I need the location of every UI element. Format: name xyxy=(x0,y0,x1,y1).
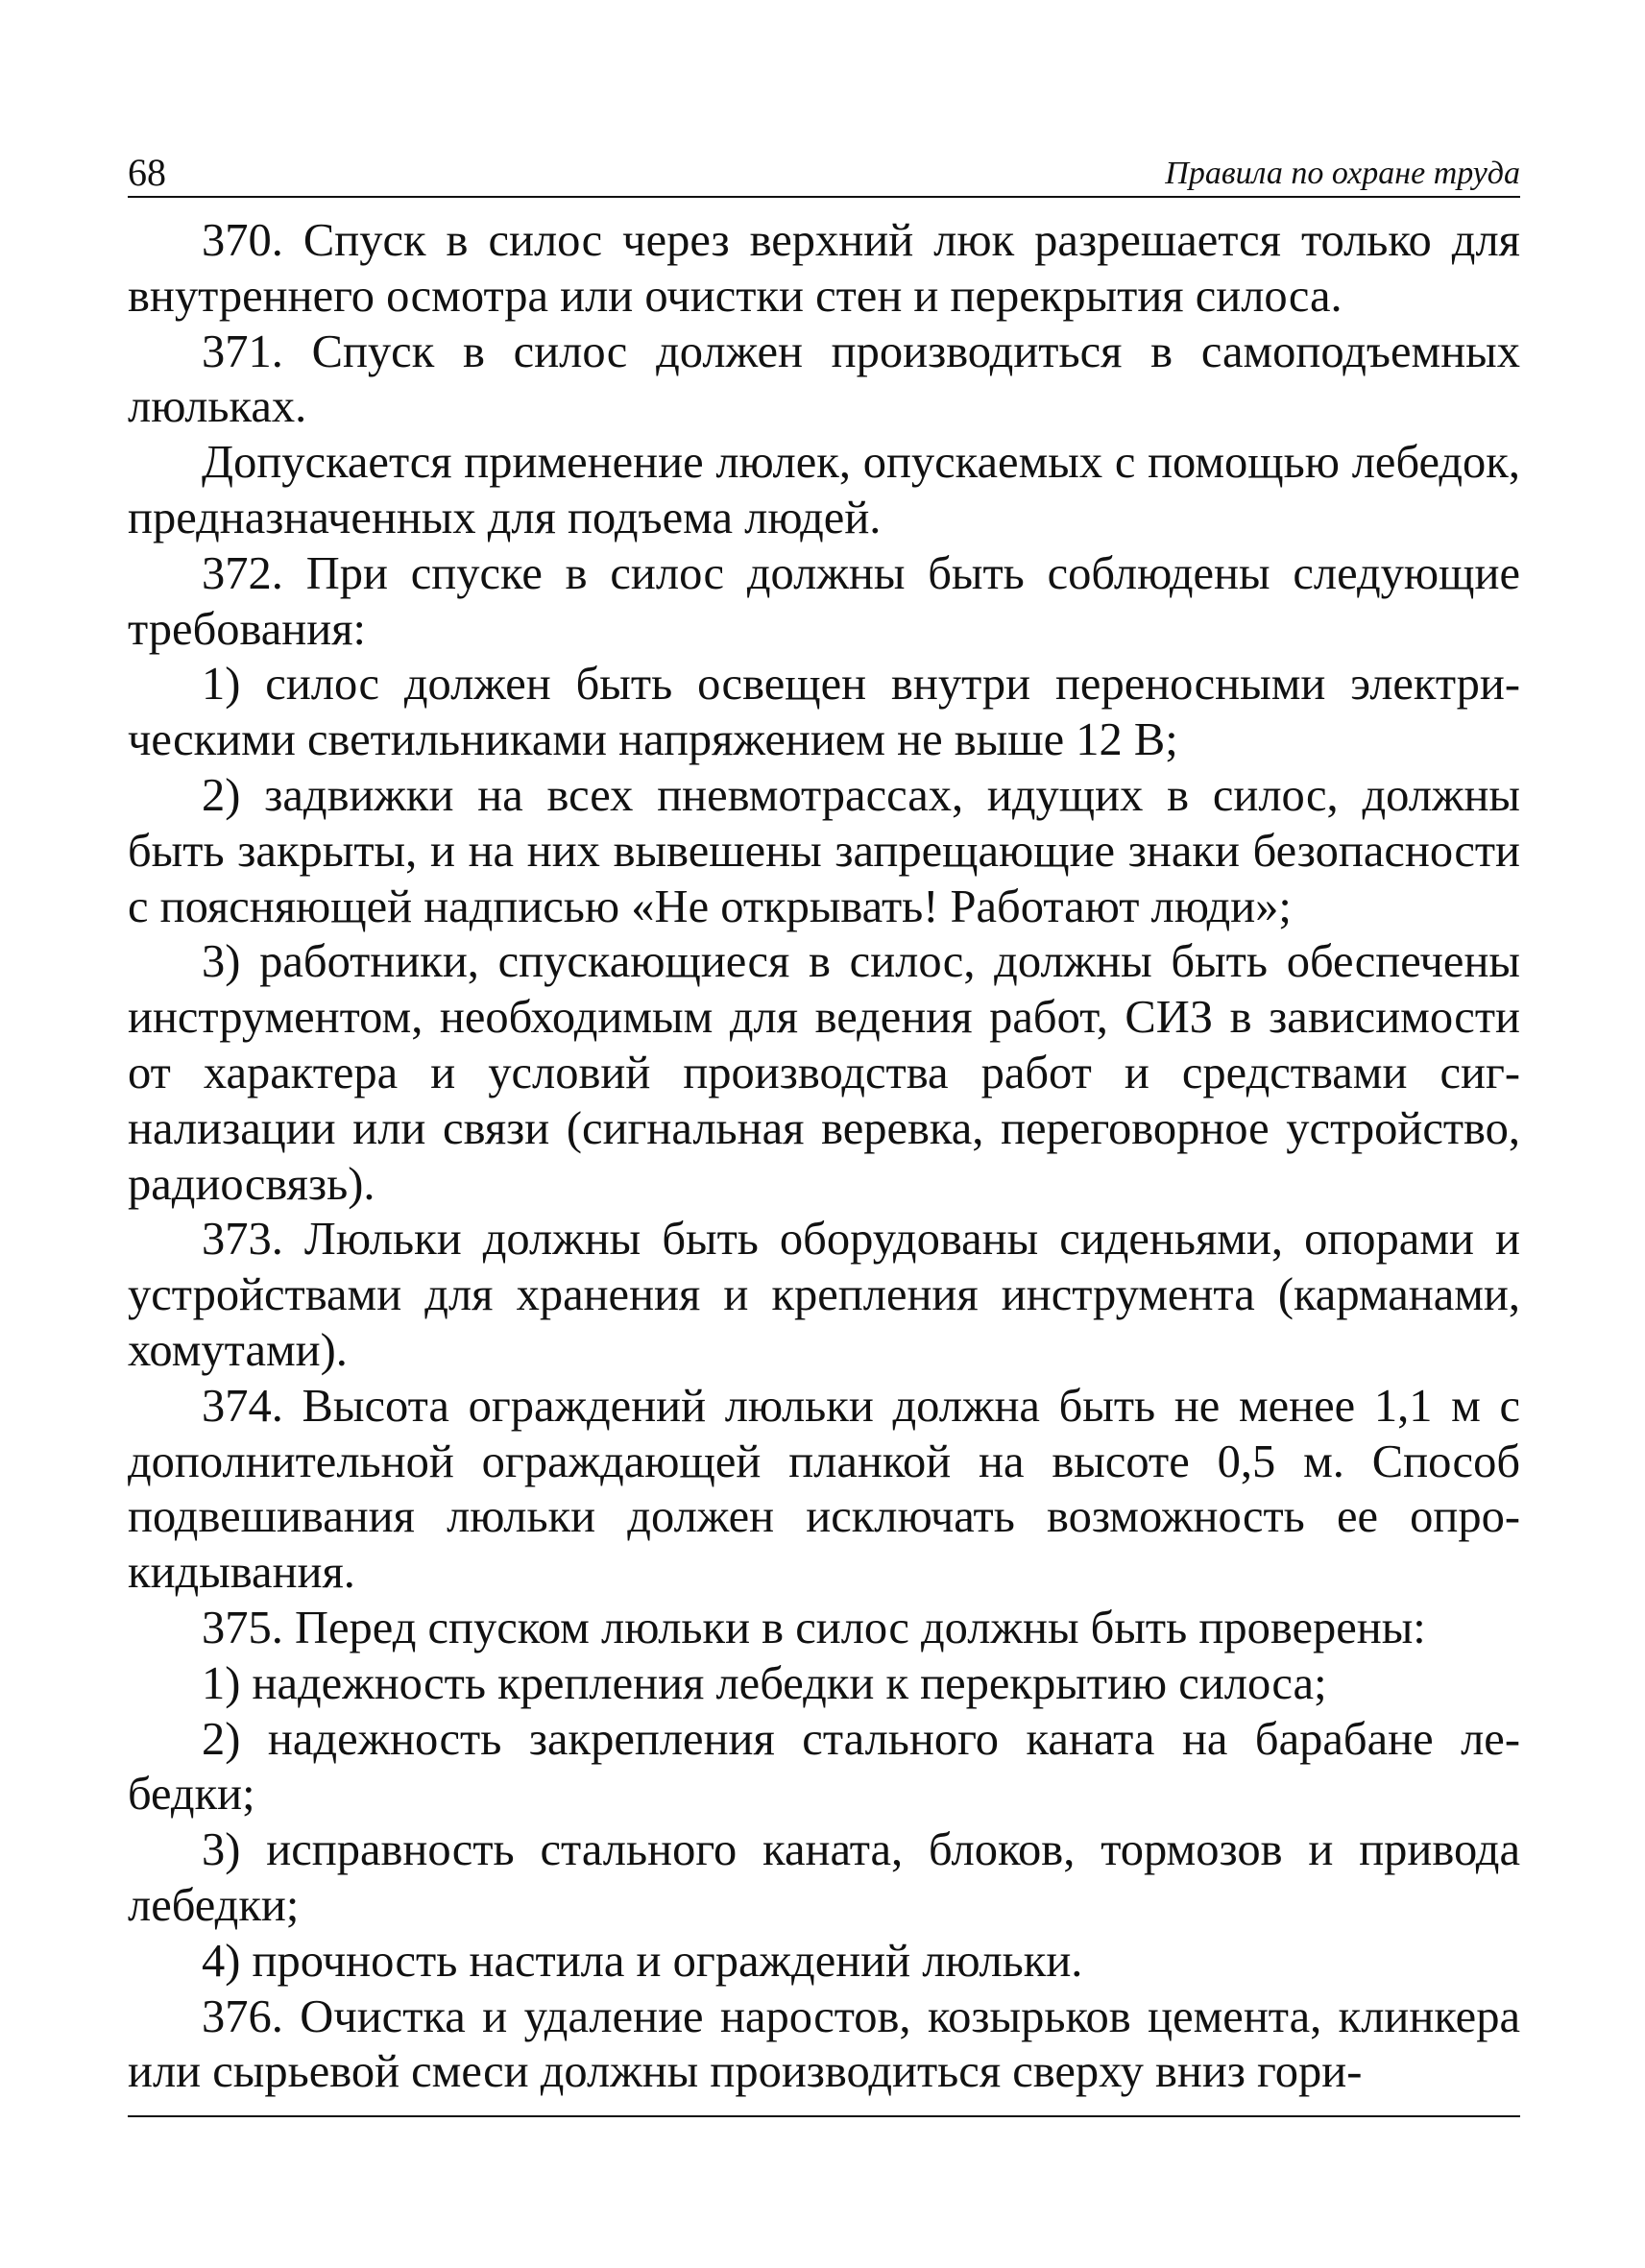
running-title: Правила по охране труда xyxy=(1165,156,1520,191)
document-page xyxy=(128,144,1520,2100)
paragraph-370: 370. Спуск в силос через верхний люк разрешается только для внутреннего осмотра или очистки стен и перекрытия силоса. xyxy=(128,215,1520,322)
paragraph-372-item-2: 2) задвижки на всех пневмотрассах, идущих в силос, должны быть закрыты, и на них вывешены запрещающие знаки безопасности с поясняющей надписью «Не открывать! Работают люди»; xyxy=(128,769,1520,932)
paragraph-371: 371. Спуск в силос должен производиться в самоподъемных люльках. xyxy=(128,326,1520,433)
paragraph-374: 374. Высота ограждений люльки должна быть не менее 1,1 м с дополнительной ограждающей планкой на высоте 0,5 м. Способ подвешивания люльки должен исключать возможность ее опрокидывания. xyxy=(128,1380,1520,1599)
paragraph-373: 373. Люльки должны быть оборудованы сиденьями, опорами и устройствами для хранения и крепления инструмента (карманами, хомутами). xyxy=(128,1214,1520,1376)
paragraph-375: 375. Перед спуском люльки в силос должны быть проверены: xyxy=(202,1602,1426,1653)
paragraph-376: 376. Очистка и удаление наростов, козырьков цемента, клинкера или сырьевой смеси должны производиться сверху вниз гори- xyxy=(128,1991,1520,2098)
paragraph-372: 372. При спуске в силос должны быть соблюдены следующие требования: xyxy=(128,547,1520,655)
paragraph-375-item-3: 3) исправность стального каната, блоков, тормозов и привода лебедки; xyxy=(128,1824,1520,1931)
paragraph-375-item-4: 4) прочность настила и ограждений люльки. xyxy=(202,1935,1083,1987)
page-number: 68 xyxy=(128,151,166,194)
paragraph-371-note: Допускается применение люлек, опускаемых с помощью лебедок, предназначенных для подъема людей. xyxy=(128,437,1520,543)
running-header xyxy=(128,144,1520,198)
body-text xyxy=(128,213,1520,2100)
paragraph-375-item-2: 2) надежность закрепления стального каната на барабане лебедки; xyxy=(128,1713,1520,1821)
paragraph-375-item-1: 1) надежность крепления лебедки к перекрытию силоса; xyxy=(202,1657,1327,1709)
paragraph-372-item-1: 1) силос должен быть освещен внутри переносными электрическими светильниками напряжением не выше 12 В; xyxy=(128,659,1520,766)
bottom-rule xyxy=(128,2115,1520,2117)
paragraph-372-item-3: 3) работники, спускающиеся в силос, должны быть обеспечены инструментом, необходимым для ведения работ, СИЗ в зависимости от характера и условий производства работ и средствами сигнализации или связи (сигнальная веревка, переговорное устройство, радиосвязь). xyxy=(128,936,1520,1210)
